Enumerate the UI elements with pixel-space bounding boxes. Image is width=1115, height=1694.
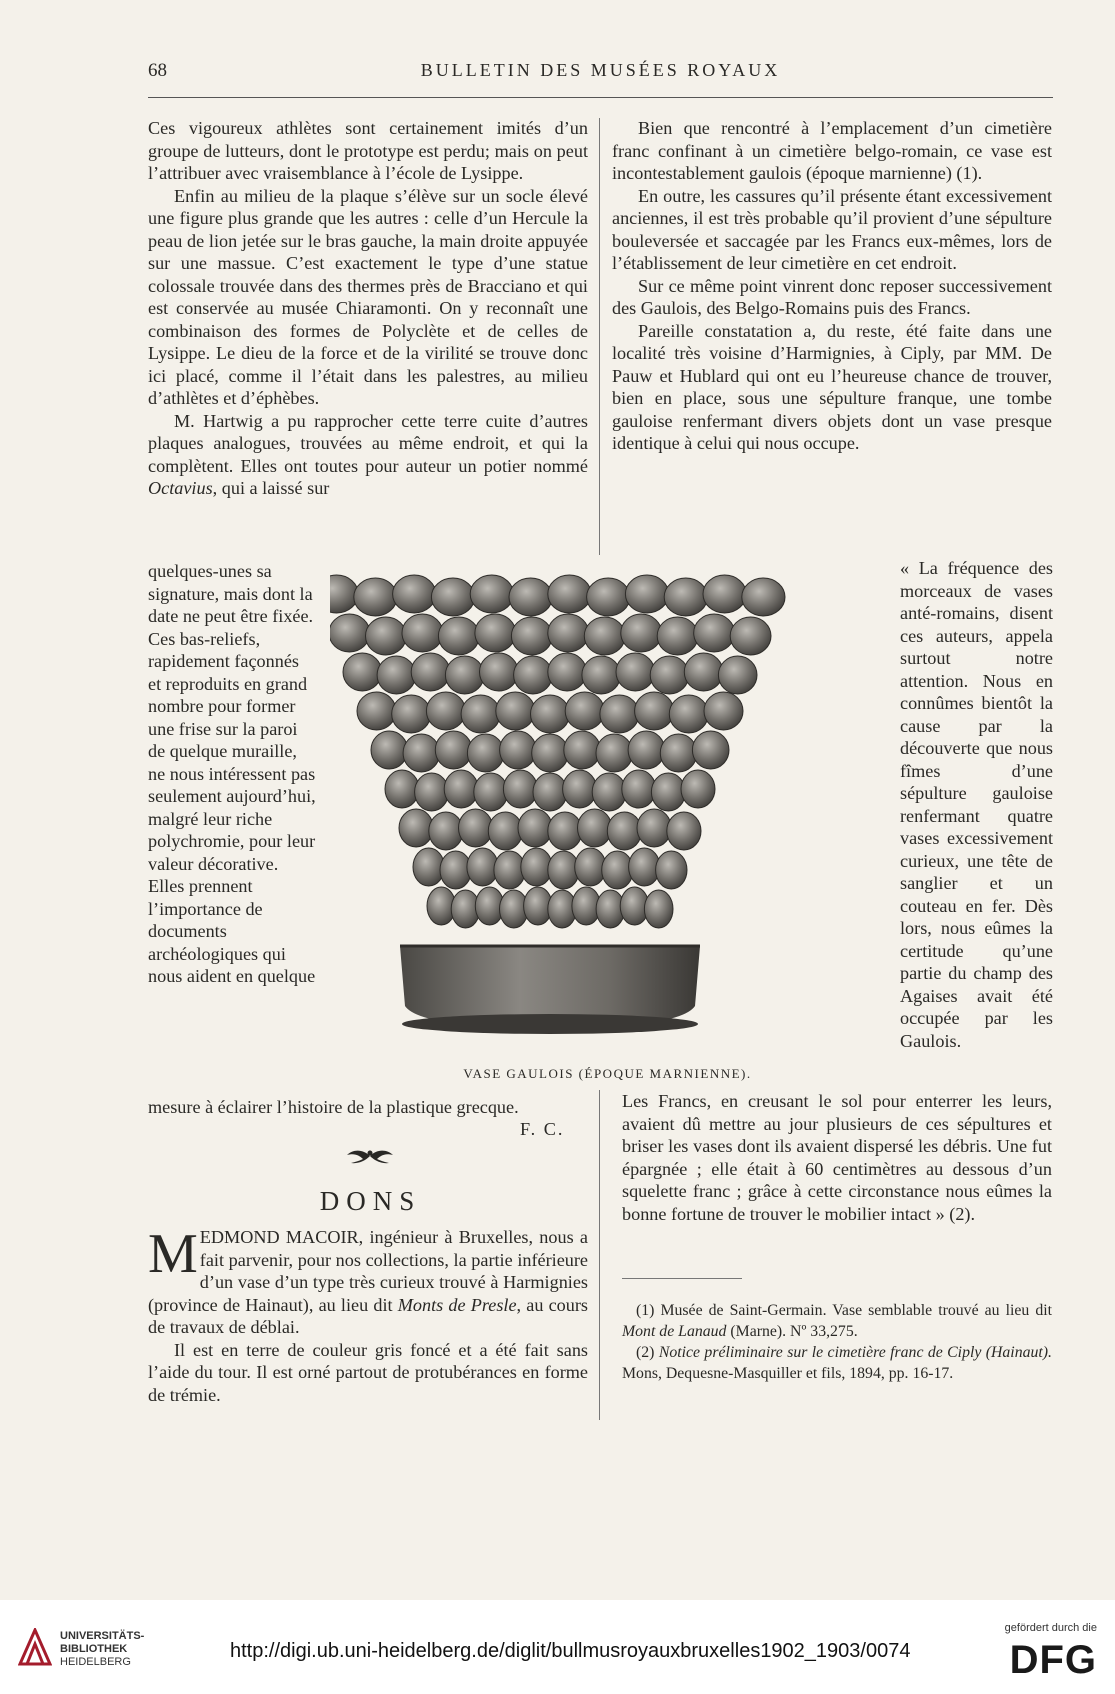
vase-knob: [548, 614, 589, 652]
vase-knob: [403, 734, 440, 772]
university-logo-icon: [18, 1628, 52, 1666]
vase-knob: [459, 809, 493, 847]
paragraph: Ces vigoureux athlètes sont certainement imités d’un groupe de lutteurs, dont le prototype est perdu; mais on peut l’attribuer avec vraisemblance à l’école de Lysippe.: [148, 118, 588, 183]
vase-knob: [532, 734, 569, 772]
vase-illustration: [330, 566, 885, 1071]
vase-knob: [667, 812, 701, 850]
left-column: [148, 117, 588, 500]
vase-knob: [392, 695, 431, 733]
vase-knob: [435, 731, 472, 769]
section-heading-dons: DONS: [319, 1186, 422, 1216]
vase-knob: [467, 734, 504, 772]
vase-knob: [718, 656, 757, 694]
vase-knob: [587, 578, 630, 616]
vase-knob: [656, 851, 687, 889]
vase-knob: [622, 770, 656, 808]
footnote-rule: [622, 1278, 742, 1279]
vase-knob: [681, 770, 715, 808]
vase-knob: [399, 809, 433, 847]
vase-knob: [533, 773, 567, 811]
left-wrap-text: quelques-unes sa signature, mais dont la date ne peut être fixée. Ces bas-reliefs, rapidement façonnés et reproduits en grand nombre pour former une frise sur la paroi de quelque muraille, ne nous intéressent pas seulement aujourd’hui, malgré leur riche polychromie, pour leur valeur décorative. Elles prennent l’importance de documents archéologiques qui nous aident en quelque: [148, 561, 316, 986]
vase-knob: [563, 770, 597, 808]
vase-knob: [461, 695, 500, 733]
funded-by-label: gefördert durch die: [1004, 1622, 1097, 1634]
author-signature: F. C.: [520, 1119, 565, 1139]
column-rule: [599, 118, 600, 555]
vase-knob: [470, 575, 513, 613]
vase-knob: [357, 692, 396, 730]
column-rule: [599, 1090, 600, 1420]
paragraph: Il est en terre de couleur gris foncé et a été fait sans l’aide du tour. Il est orné partout de protubérances en forme de trémie.: [148, 1339, 588, 1405]
vase-knob: [565, 692, 604, 730]
vase-knob: [503, 770, 537, 808]
left-closing-line: mesure à éclairer l’histoire de la plastique grecque.: [148, 1097, 519, 1117]
right-column: [612, 117, 1052, 455]
paragraph: Sur ce même point vinrent donc reposer successivement des Gaulois, des Belgo-Romains puis des Francs.: [612, 275, 1052, 318]
vase-knob: [730, 617, 771, 655]
digitization-footer: [0, 1600, 1115, 1694]
vase-knob: [628, 731, 665, 769]
italic-name: Octavius: [148, 478, 213, 498]
vase-knob: [500, 731, 537, 769]
vase-knob: [657, 617, 698, 655]
vase-knob: [596, 734, 633, 772]
vase-knob: [411, 653, 450, 691]
paragraph: En outre, les cassures qu’il présente étant excessivement anciennes, il est très probable qu’il provient d’une sépulture bouleversée et saccagée par les Francs eux-mêmes, lors de l’établissement de leur cimetière en cet endroit.: [612, 185, 1052, 273]
vase-knob: [488, 812, 522, 850]
vase-knob: [694, 614, 735, 652]
vase-knob: [548, 653, 587, 691]
vase-knob: [371, 731, 408, 769]
vase-knob: [514, 656, 553, 694]
footnote: (1) Musée de Saint-Germain. Vase semblable trouvé au lieu dit Mont de Lanaud (Marne). Nº 33,275.: [622, 1302, 1052, 1340]
vase-knob: [669, 695, 708, 733]
vase-knob: [518, 809, 552, 847]
vase-knob: [402, 614, 443, 652]
vase-knob: [644, 890, 673, 928]
right-wrap-text: « La fréquence des morceaux de vases anté-romains, disent ces auteurs, appela surtout notre attention. Nous en connûmes bientôt la cause par la découverte que nous fîmes d’une sépulture gauloise renfermant quatre vases excessivement curieux, une tête de sanglier et un couteau en fer. Dès lors, nous eûmes la certitude qu’une partie du champ des Agaises avait été occupée par les Gaulois.: [900, 558, 1053, 1051]
vase-knob: [509, 578, 552, 616]
vase-knob: [548, 812, 582, 850]
vase-knob: [385, 770, 419, 808]
vase-knob: [354, 578, 397, 616]
vase-knob: [637, 809, 671, 847]
right-continuation: Les Francs, en creusant le sol pour enterrer les leurs, avaient dû mettre au jour plusieurs de ces sépultures et briser les vases dont ils avaient dispersé les débris. Une fut épargnée ; elle était à 60 centimètres au dessous d’un squelette franc ; grâce à cette circonstance nous eûmes la bonne fortune de trouver le mobilier intact » (2).: [622, 1091, 1052, 1224]
vase-knob: [445, 656, 484, 694]
vase-knob: [600, 695, 639, 733]
vase-knob: [635, 692, 674, 730]
vase-knob: [651, 773, 685, 811]
vase-knob: [431, 578, 474, 616]
vase-knob: [692, 731, 729, 769]
library-name: UNIVERSITÄTS- BIBLIOTHEK HEIDELBERG: [60, 1630, 145, 1668]
vase-knob: [621, 614, 662, 652]
vase-knob: [444, 770, 478, 808]
vase-knob: [616, 653, 655, 691]
paragraph: M. Hartwig a pu rapprocher cette terre cuite d’autres plaques analogues, trouvées au même endroit, et qui la complètent. Elles ont toutes pour auteur un potier nommé Octavius, qui a laissé sur: [148, 410, 588, 498]
vase-knob: [684, 653, 723, 691]
vase-knob: [582, 656, 621, 694]
vase-knob: [704, 692, 743, 730]
vase-knob: [330, 614, 370, 652]
vase-knob: [377, 656, 416, 694]
vase-knob: [584, 617, 625, 655]
vase-knob: [742, 578, 785, 616]
source-url-link[interactable]: http://digi.ub.uni-heidelberg.de/diglit/bullmusroyauxbruxelles1902_1903/0074: [230, 1640, 911, 1662]
vase-knob: [531, 695, 570, 733]
vase-knob: [366, 617, 407, 655]
vase-knob: [578, 809, 612, 847]
paragraph: Pareille constatation a, du reste, été faite dans une localité très voisine d’Harmignies, à Ciply, par MM. De Pauw et Hublard qui ont eu l’heureuse chance de trouver, bien en place, sous une sépulture franque, une tombe gauloise renfermant divers objets dont un vase presque identique à celui qui nous occupe.: [612, 320, 1052, 453]
footnotes: [622, 1300, 1052, 1384]
vase-knob: [438, 617, 479, 655]
vase-knob: [475, 614, 516, 652]
drop-cap: M: [148, 1223, 198, 1285]
page-header: [148, 60, 1053, 90]
vase-knob: [480, 653, 519, 691]
header-rule: [148, 97, 1053, 98]
paragraph: MEDMOND MACOIR, ingénieur à Bruxelles, nous a fait parvenir, pour nos collections, la partie inférieure d’un vase d’un type très curieux trouvé à Harmignies (province de Hainaut), au lieu dit Monts de Presle, au cours de travaux de déblai.: [148, 1223, 588, 1337]
vase-knob: [426, 692, 465, 730]
fleuron-ornament-icon: [345, 1147, 395, 1165]
vase-knob: [664, 578, 707, 616]
dons-section: [148, 1223, 588, 1406]
vase-knob: [607, 812, 641, 850]
vase-knob: [650, 656, 689, 694]
paragraph: Bien que rencontré à l’emplacement d’un cimetière franc confinant à un cimetière belgo-romain, ce vase est incontestablement gaulois (époque marnienne) (1).: [612, 118, 1052, 183]
vase-knob: [625, 575, 668, 613]
dfg-logo: DFG: [1009, 1638, 1097, 1682]
vase-knob: [429, 812, 463, 850]
vase-knob: [703, 575, 746, 613]
vase-knob: [393, 575, 436, 613]
vase-knob: [511, 617, 552, 655]
vase-knob: [660, 734, 697, 772]
vase-knob: [592, 773, 626, 811]
running-title: BULLETIN DES MUSÉES ROYAUX: [420, 60, 781, 80]
vase-knob: [343, 653, 382, 691]
vase-knob: [564, 731, 601, 769]
vase-knob: [548, 575, 591, 613]
page-number: 68: [148, 60, 167, 81]
figure-caption: VASE GAULOIS (ÉPOQUE MARNIENNE).: [463, 1066, 752, 1081]
footnote: (2) Notice préliminaire sur le cimetière franc de Ciply (Hainaut). Mons, Dequesne-Masquiller et fils, 1894, pp. 16-17.: [622, 1344, 1052, 1382]
paragraph: Enfin au milieu de la plaque s’élève sur un socle élevé une figure plus grande que les autres : celle d’un Hercule la peau de lion jetée sur le bras gauche, la main droite appuyée sur une massue. C’est exactement le type d’une statue colossale trouvée dans des thermes près de Bracciano et qui est conservée au musée Chiaramonti. On y reconnaît une combinaison des formes de Polyclète et de celles de Lysippe. Le dieu de la force et de la virilité se trouve donc ici placé, comme il l’était dans les palestres, au milieu d’athlètes et d’éphèbes.: [148, 185, 588, 408]
vase-protuberances: [330, 575, 785, 928]
vase-knob: [474, 773, 508, 811]
vase-knob: [496, 692, 535, 730]
vase-knob: [415, 773, 449, 811]
